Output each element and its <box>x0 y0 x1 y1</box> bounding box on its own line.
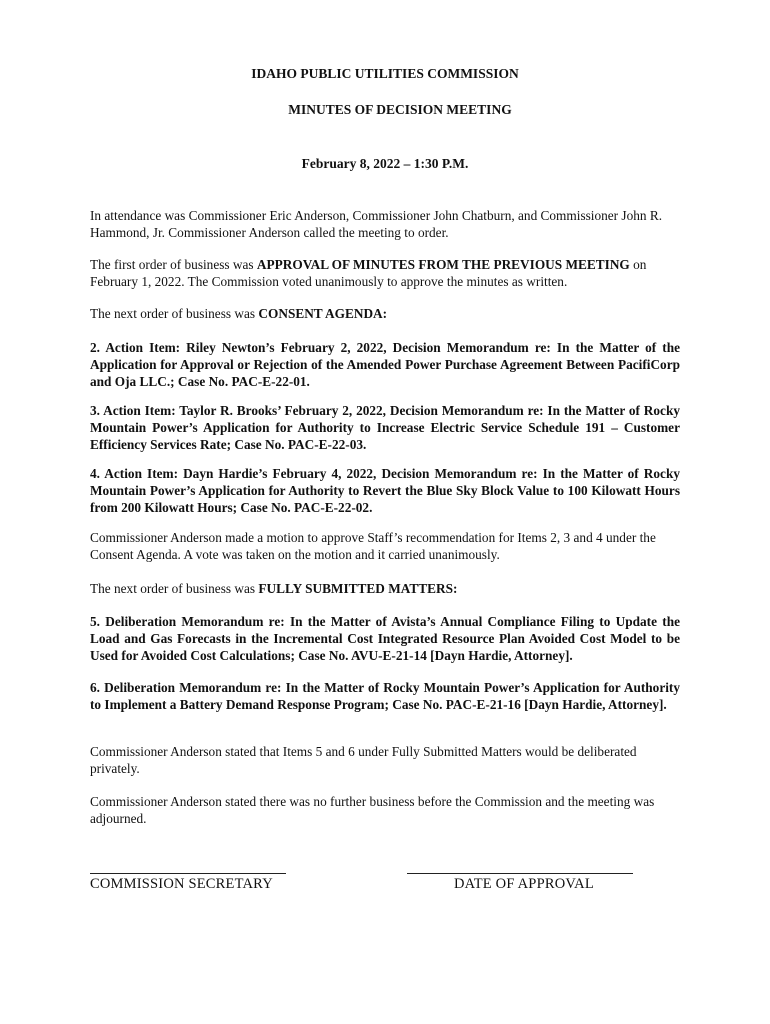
motion-paragraph: Commissioner Anderson made a motion to approve Staff’s recommendation for Items 2, 3 and 4 under the Consent Agenda. A vote was taken on the motion and it carried unanimously. <box>90 530 656 562</box>
fully-submitted-heading: FULLY SUBMITTED MATTERS: <box>258 581 458 596</box>
deliberated-paragraph: Commissioner Anderson stated that Items 5 and 6 under Fully Submitted Matters would be deliberated privately. <box>90 744 637 776</box>
consent-agenda-paragraph <box>90 305 680 322</box>
date-of-approval-line <box>407 873 633 874</box>
deliberation-item-6: 6. Deliberation Memorandum re: In the Matter of Rocky Mountain Power’s Application for Authority to Implement a Battery Demand Response Program; Case No. PAC-E-21-16 [Dayn Hardie, Attorney]. <box>90 680 680 712</box>
action-item-4: 4. Action Item: Dayn Hardie’s February 4, 2022, Decision Memorandum re: In the Matter of Rocky Mountain Power’s Application for Authority to Revert the Blue Sky Block Value to 100 Kilowatt Hours from 200 Kilowatt Hours; Case No. PAC-E-22-02. <box>90 466 680 515</box>
consent-agenda-heading: CONSENT AGENDA: <box>258 306 388 321</box>
fully-submitted-text: The next order of business was <box>90 581 259 596</box>
deliberation-item-5: 5. Deliberation Memorandum re: In the Matter of Avista’s Annual Compliance Filing to Update the Load and Gas Forecasts in the Incremental Cost Integrated Resource Plan Avoided Cost Model to be Used for Avoided Cost Calculations; Case No. AVU-E-21-14 [Dayn Hardie, Attorney]. <box>90 614 680 663</box>
first-order-paragraph <box>90 256 680 290</box>
commission-name: IDAHO PUBLIC UTILITIES COMMISSION <box>251 66 519 81</box>
action-item-3: 3. Action Item: Taylor R. Brooks’ February 2, 2022, Decision Memorandum re: In the Matter of Rocky Mountain Power’s Application for Authority to Increase Electric Service Schedule 191 – Customer Efficiency Services Rate; Case No. PAC-E-22-03. <box>90 403 680 452</box>
document-title: MINUTES OF DECISION MEETING <box>288 102 512 117</box>
date-of-approval-label: DATE OF APPROVAL <box>454 876 594 892</box>
first-order-text: The first order of business was <box>90 257 257 272</box>
secretary-signature-label: COMMISSION SECRETARY <box>90 876 273 892</box>
fully-submitted-paragraph <box>90 580 680 597</box>
secretary-signature-line <box>90 873 286 874</box>
first-order-text-end: on February 1, 2022. The Commission voted unanimously to approve the minutes as written. <box>90 257 647 289</box>
attendance-paragraph: In attendance was Commissioner Eric Anderson, Commissioner John Chatburn, and Commissioner John R. Hammond, Jr. Commissioner Anderson called the meeting to order. <box>90 208 663 240</box>
consent-agenda-text: The next order of business was <box>90 306 259 321</box>
action-item-2: 2. Action Item: Riley Newton’s February 2, 2022, Decision Memorandum re: In the Matter of the Application for Approval or Rejection of the Amended Power Purchase Agreement Between PacifiCorp and Oja LLC.; Case No. PAC-E-22-01. <box>90 340 680 389</box>
approval-of-minutes-heading: APPROVAL OF MINUTES FROM THE PREVIOUS MEETING <box>256 257 630 272</box>
meeting-date: February 8, 2022 – 1:30 P.M. <box>301 156 469 171</box>
adjourned-paragraph: Commissioner Anderson stated there was no further business before the Commission and the meeting was adjourned. <box>90 794 655 826</box>
